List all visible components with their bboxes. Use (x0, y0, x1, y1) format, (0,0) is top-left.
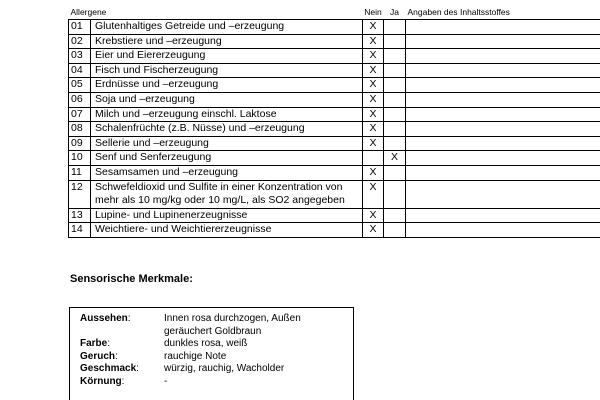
table-row (69, 151, 600, 166)
allergen-name: Lupine- und Lupinenerzeugnisse (91, 208, 363, 223)
table-row (69, 78, 600, 93)
sensory-value-farbe: dunkles rosa, weiß (164, 338, 248, 349)
row-number: 09 (69, 136, 91, 151)
nein-mark: X (363, 92, 384, 107)
table-row (69, 107, 600, 122)
allergen-name: Milch und –erzeugung einschl. Laktose (91, 107, 363, 122)
row-number: 06 (69, 92, 91, 107)
allergen-table (68, 7, 600, 238)
angaben-cell (406, 165, 600, 180)
sensory-value-geschmack: würzig, rauchig, Wacholder (164, 363, 285, 374)
sensory-label-farbe: Farbe: (80, 338, 111, 349)
header-allergene: Allergene (70, 7, 107, 17)
nein-mark: X (363, 63, 384, 78)
row-number: 13 (69, 208, 91, 223)
ja-mark (384, 136, 406, 151)
nein-mark: X (363, 34, 384, 49)
header-nein: Nein (364, 7, 382, 17)
nein-mark: X (363, 107, 384, 122)
row-number: 03 (69, 49, 91, 64)
angaben-cell (406, 63, 600, 78)
header-angaben: Angaben des Inhaltsstoffes (407, 7, 510, 17)
angaben-cell (406, 107, 600, 122)
sensory-label-koernung: Körnung: (80, 375, 125, 387)
ja-mark (384, 49, 406, 64)
allergen-name: Erdnüsse und –erzeugung (91, 78, 363, 93)
table-row (69, 180, 600, 208)
row-number: 14 (69, 223, 91, 238)
sensory-value-geruch: rauchige Note (164, 350, 227, 362)
ja-mark (384, 78, 406, 93)
nein-mark: X (363, 20, 384, 35)
angaben-cell (406, 20, 600, 35)
table-row (69, 20, 600, 35)
row-number: 07 (69, 107, 91, 122)
nein-mark: X (363, 223, 384, 238)
table-row (69, 122, 600, 137)
sensory-label-geruch: Geruch: (80, 350, 118, 362)
table-row (69, 136, 600, 151)
angaben-cell (406, 136, 600, 151)
row-number: 01 (69, 20, 91, 35)
nein-mark: X (363, 49, 384, 64)
angaben-cell (406, 180, 600, 208)
ja-mark (384, 122, 406, 137)
allergen-table-body (69, 20, 600, 238)
angaben-cell (406, 34, 600, 49)
row-number: 04 (69, 63, 91, 78)
sensory-section-title: Sensorische Merkmale: (70, 273, 193, 285)
row-number: 02 (69, 34, 91, 49)
angaben-cell (406, 223, 600, 238)
ja-mark (384, 107, 406, 122)
table-row (69, 92, 600, 107)
table-row (69, 34, 600, 49)
ja-mark (384, 20, 406, 35)
allergen-name: Krebstiere und –erzeugung (91, 34, 363, 49)
allergen-name: Glutenhaltiges Getreide und –erzeugung (91, 20, 363, 35)
allergen-name: Sellerie und –erzeugung (91, 136, 363, 151)
ja-mark (384, 92, 406, 107)
table-row (69, 208, 600, 223)
ja-mark (384, 165, 406, 180)
sensory-box (69, 307, 354, 400)
angaben-cell (406, 49, 600, 64)
ja-mark (384, 208, 406, 223)
sensory-label-empty (80, 326, 160, 339)
table-row (69, 223, 600, 238)
allergen-name: Schalenfrüchte (z.B. Nüsse) und –erzeugung (91, 122, 363, 137)
table-row (69, 165, 600, 180)
row-number: 12 (69, 180, 91, 208)
allergen-name: Sesamsamen und –erzeugung (91, 165, 363, 180)
angaben-cell (406, 208, 600, 223)
table-row (69, 63, 600, 78)
allergen-name: Eier und Eiererzeugung (91, 49, 363, 64)
nein-mark: X (363, 136, 384, 151)
ja-mark (384, 34, 406, 49)
allergen-name: Weichtiere- und Weichtiererzeugnisse (91, 223, 363, 238)
angaben-cell (406, 78, 600, 93)
nein-mark: X (363, 180, 384, 208)
allergen-name: Fisch und Fischerzeugung (91, 63, 363, 78)
angaben-cell (406, 92, 600, 107)
table-row (69, 49, 600, 64)
allergen-name: Schwefeldioxid und Sulfite in einer Konzentration von mehr als 10 mg/kg oder 10 mg/L, als SO2 angegeben (91, 180, 363, 208)
ja-mark (384, 180, 406, 208)
sensory-value-aussehen: Innen rosa durchzogen, Außen (164, 313, 301, 324)
nein-mark: X (363, 208, 384, 223)
angaben-cell (406, 151, 600, 166)
table-header-row (69, 7, 600, 20)
nein-mark: X (363, 122, 384, 137)
nein-mark: X (363, 78, 384, 93)
row-number: 08 (69, 122, 91, 137)
angaben-cell (406, 122, 600, 137)
sensory-label-geschmack: Geschmack: (80, 363, 139, 374)
sensory-label-aussehen: Aussehen: (80, 313, 131, 324)
row-number: 11 (69, 165, 91, 180)
ja-mark (384, 63, 406, 78)
allergen-name: Senf und Senferzeugung (91, 151, 363, 166)
ja-mark (384, 223, 406, 238)
nein-mark (363, 151, 384, 166)
nein-mark: X (363, 165, 384, 180)
ja-mark: X (384, 151, 406, 166)
row-number: 10 (69, 151, 91, 166)
allergen-name: Soja und –erzeugung (91, 92, 363, 107)
sensory-list (80, 313, 340, 388)
header-ja: Ja (390, 7, 399, 17)
row-number: 05 (69, 78, 91, 93)
sensory-value-aussehen-cont: geräuchert Goldbraun (164, 325, 262, 337)
sensory-value-koernung: - (164, 375, 168, 387)
